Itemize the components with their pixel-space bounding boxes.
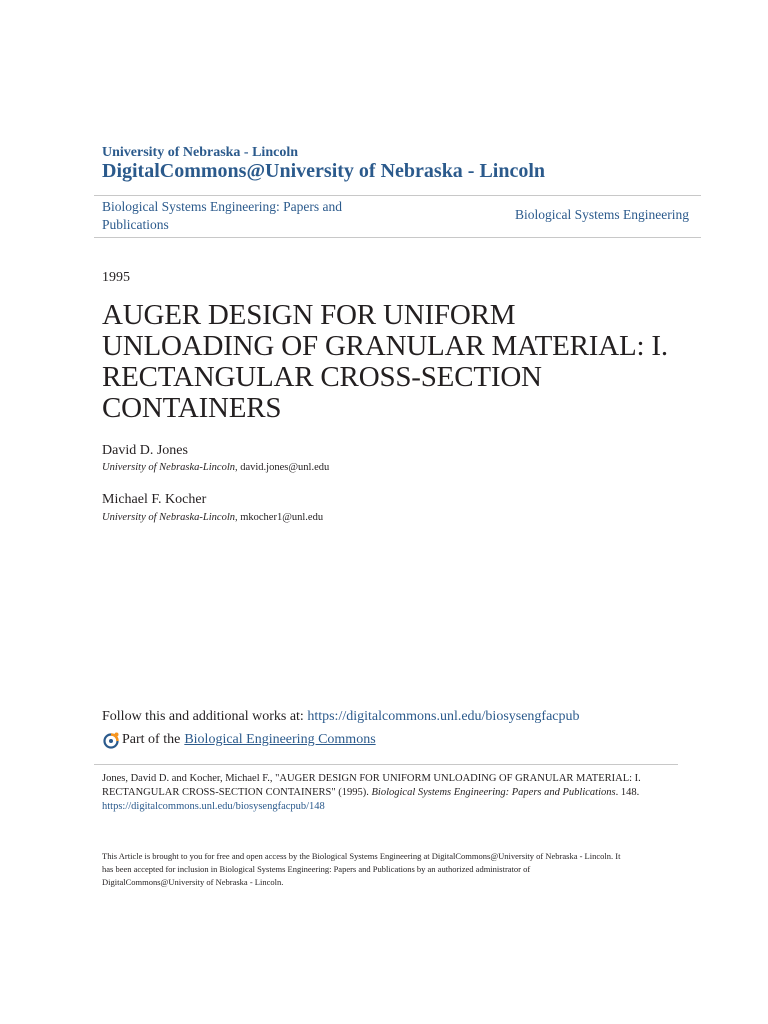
series-line-1: Biological Systems Engineering: Papers and — [102, 199, 342, 214]
citation-divider — [94, 764, 678, 765]
citation-url-link[interactable]: https://digitalcommons.unl.edu/biosysengfacpub/148 — [102, 801, 325, 812]
citation-line-1: Jones, David D. and Kocher, Michael F., "AUGER DESIGN FOR UNIFORM UNLOADING OF GRANULAR MATERIAL: I. — [102, 773, 641, 784]
citation-title-end: RECTANGULAR CROSS-SECTION CONTAINERS" (1995). — [102, 787, 372, 798]
title-line-2: UNLOADING OF GRANULAR MATERIAL: I. — [102, 330, 668, 362]
affiliation-text: University of Nebraska-Lincoln — [102, 462, 235, 473]
title-line-4: CONTAINERS — [102, 392, 282, 424]
department-link[interactable]: Biological Systems Engineering — [515, 207, 689, 222]
notice-line-1: This Article is brought to you for free and open access by the Biological Systems Engineering at DigitalCommons@University of Nebraska - Lincoln. It — [102, 851, 621, 861]
part-of-label: Part of the — [122, 732, 181, 747]
citation-number: . 148. — [615, 787, 640, 798]
notice-line-3: DigitalCommons@University of Nebraska - Lincoln. — [102, 877, 284, 887]
citation-block — [102, 772, 682, 814]
top-divider — [94, 195, 701, 196]
author-affiliation — [102, 512, 323, 523]
follow-url-link[interactable]: https://digitalcommons.unl.edu/biosysengfacpub — [307, 709, 580, 724]
access-notice — [102, 850, 682, 889]
article-title — [102, 300, 702, 424]
title-line-3: RECTANGULAR CROSS-SECTION — [102, 361, 542, 393]
citation-line-2 — [102, 786, 682, 800]
series-link[interactable] — [102, 198, 382, 234]
repository-name[interactable]: DigitalCommons@University of Nebraska - Lincoln — [102, 160, 546, 182]
author-affiliation — [102, 462, 329, 473]
commons-link[interactable]: Biological Engineering Commons — [184, 732, 376, 747]
follow-line — [102, 709, 580, 725]
author-name: Michael F. Kocher — [102, 492, 207, 507]
author-name: David D. Jones — [102, 443, 188, 458]
bottom-divider — [94, 237, 701, 238]
author-email: , mkocher1@unl.edu — [234, 512, 324, 523]
series-line-2: Publications — [102, 217, 169, 232]
title-line-1: AUGER DESIGN FOR UNIFORM — [102, 299, 516, 331]
commons-network-icon — [102, 731, 120, 749]
follow-label: Follow this and additional works at: — [102, 709, 308, 724]
citation-series: Biological Systems Engineering: Papers and Publications — [371, 787, 616, 798]
part-of-line — [102, 731, 376, 749]
author-email: , david.jones@unl.edu — [234, 462, 330, 473]
institution-name[interactable]: University of Nebraska - Lincoln — [102, 145, 298, 160]
notice-line-2: has been accepted for inclusion in Biological Systems Engineering: Papers and Publications by an authorized administrator of — [102, 864, 531, 874]
affiliation-text: University of Nebraska-Lincoln — [102, 512, 235, 523]
publication-year: 1995 — [102, 270, 130, 285]
